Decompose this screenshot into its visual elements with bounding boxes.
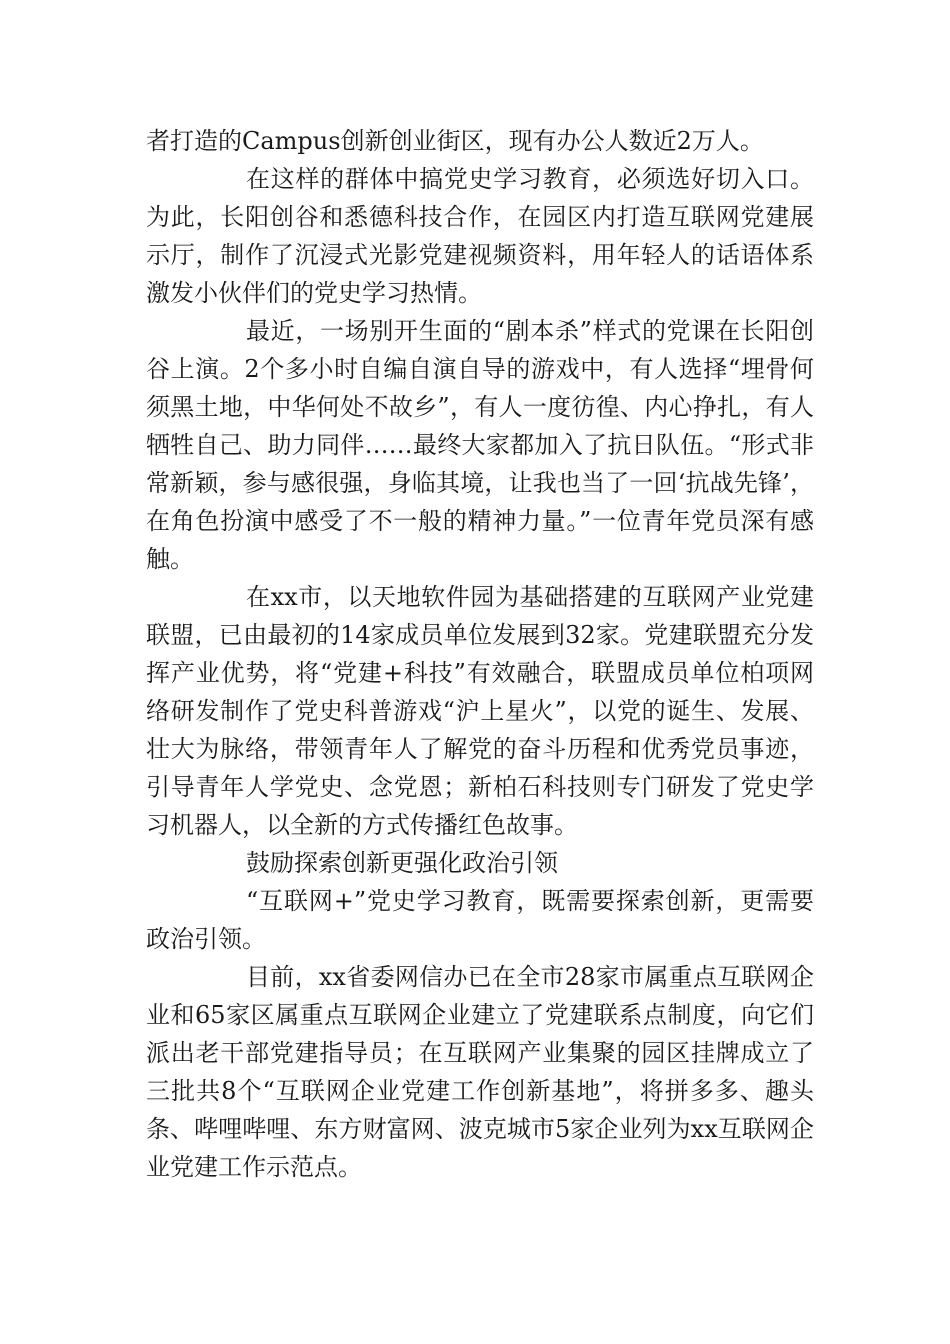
document-body bbox=[146, 122, 814, 1186]
paragraph-continuation: 者打造的Campus创新创业街区，现有办公人数近2万人。 bbox=[146, 127, 764, 155]
paragraph: 目前，xx省委网信办已在全市28家市属重点互联网企业和65家区属重点互联网企业建立了党建联系点制度，向它们派出老干部党建指导员；在互联网产业集聚的园区挂牌成立了三批共8个“互联网企业党建工作创新基地”，将拼多多、趣头条、哔哩哔哩、东方财富网、波克城市5家企业列为xx互联网企业党建工作示范点。 bbox=[146, 963, 814, 1181]
paragraph: 最近，一场别开生面的“剧本杀”样式的党课在长阳创谷上演。2个多小时自编自演自导的游戏中，有人选择“埋骨何须黑土地，中华何处不故乡”，有人一度彷徨、内心挣扎，有人牺牲自己、助力同伴……最终大家都加入了抗日队伍。“形式非常新颖，参与感很强，身临其境，让我也当了一回‘抗战先锋’，在角色扮演中感受了不一般的精神力量。”一位青年党员深有感触。 bbox=[146, 317, 814, 573]
section-heading: 鼓励探索创新更强化政治引领 bbox=[246, 849, 558, 877]
paragraph: 在这样的群体中搞党史学习教育，必须选好切入口。为此，长阳创谷和悉德科技合作，在园区内打造互联网党建展示厅，制作了沉浸式光影党建视频资料，用年轻人的话语体系激发小伙伴们的党史学习热情。 bbox=[146, 165, 814, 307]
paragraph: 在xx市，以天地软件园为基础搭建的互联网产业党建联盟，已由最初的14家成员单位发展到32家。党建联盟充分发挥产业优势，将“党建+科技”有效融合，联盟成员单位柏项网络研发制作了党史科普游戏“沪上星火”，以党的诞生、发展、壮大为脉络，带领青年人了解党的奋斗历程和优秀党员事迹，引导青年人学党史、念党恩；新柏石科技则专门研发了党史学习机器人，以全新的方式传播红色故事。 bbox=[146, 583, 814, 839]
paragraph: “互联网+”党史学习教育，既需要探索创新，更需要政治引领。 bbox=[146, 887, 814, 953]
